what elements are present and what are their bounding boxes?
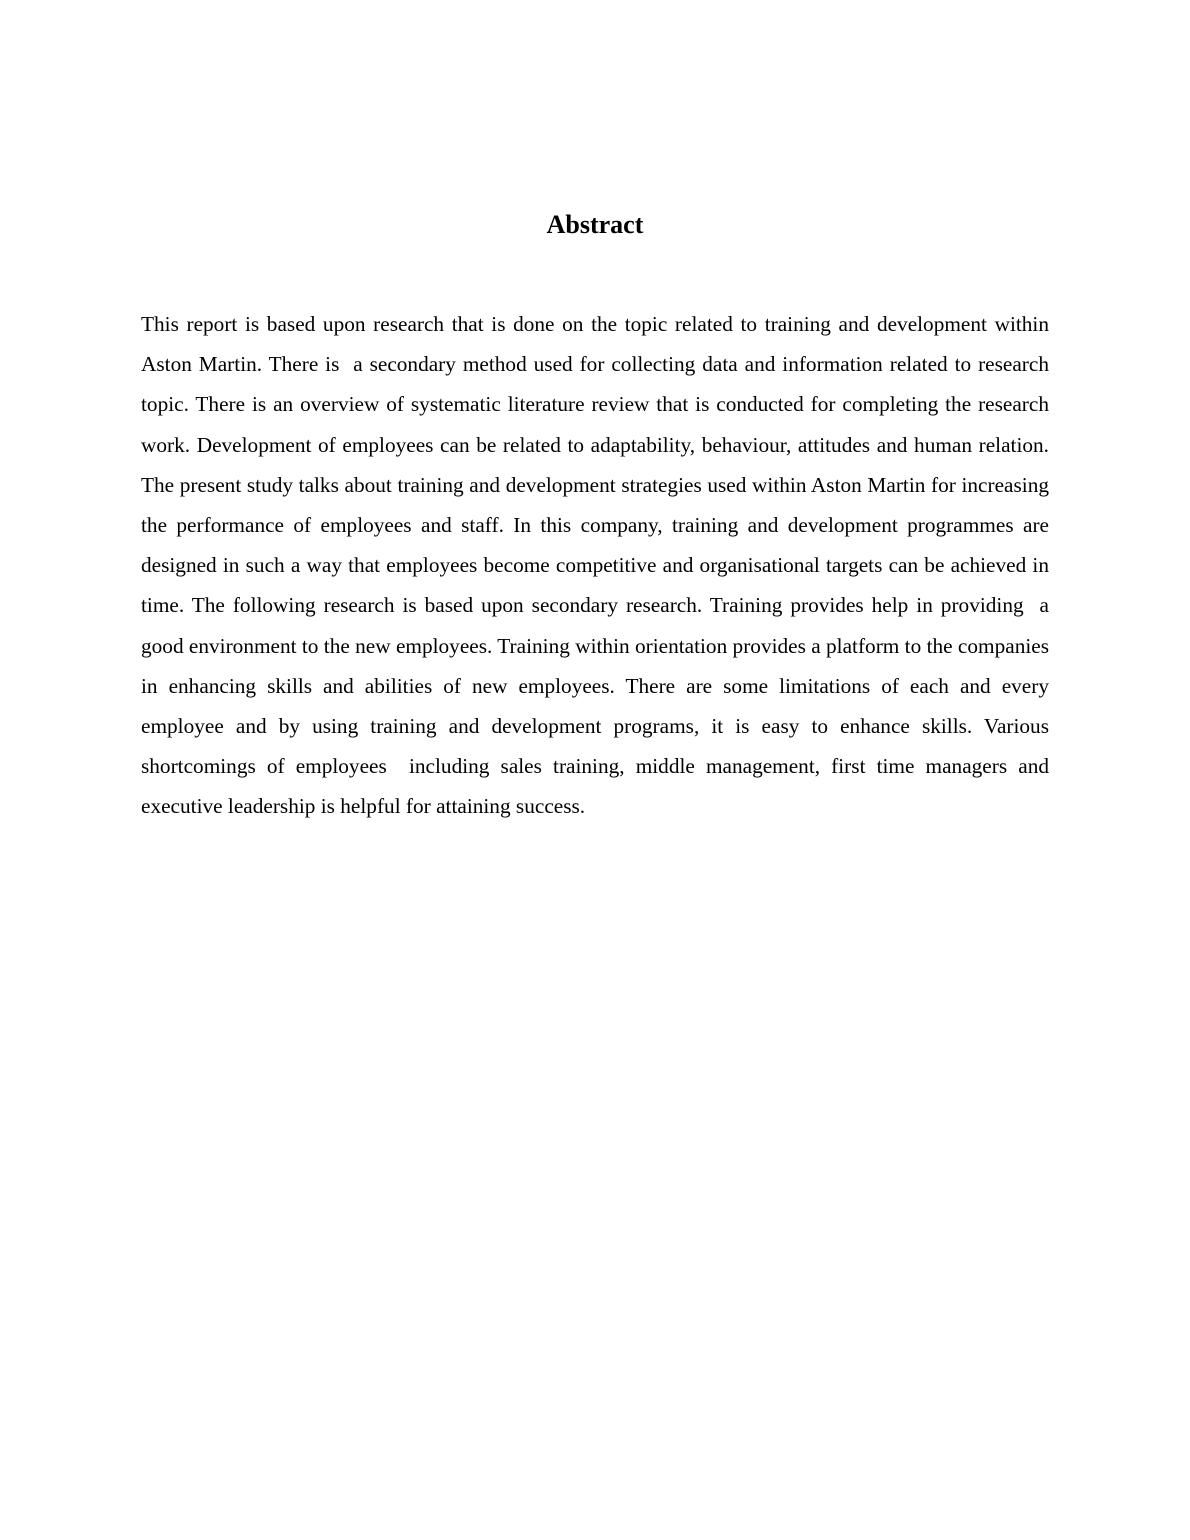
page-title: Abstract <box>546 210 644 239</box>
abstract-paragraph: This report is based upon research that is done on the topic related to training and development within Aston Martin. There is a secondary method used for collecting data and information related to research topic. There is an overview of systematic literature review that is conducted for completing the research work. Development of employees can be related to adaptability, behaviour, attitudes and human relation. The present study talks about training and development strategies used within Aston Martin for increasing the performance of employees and staff. In this company, training and development programmes are designed in such a way that employees become competitive and organisational targets can be achieved in time. The following research is based upon secondary research. Training provides help in providing a good environment to the new employees. Training within orientation provides a platform to the companies in enhancing skills and abilities of new employees. There are some limitations of each and every employee and by using training and development programs, it is easy to enhance skills. Various shortcomings of employees including sales training, middle management, first time managers and executive leadership is helpful for attaining success. <box>141 312 1055 819</box>
